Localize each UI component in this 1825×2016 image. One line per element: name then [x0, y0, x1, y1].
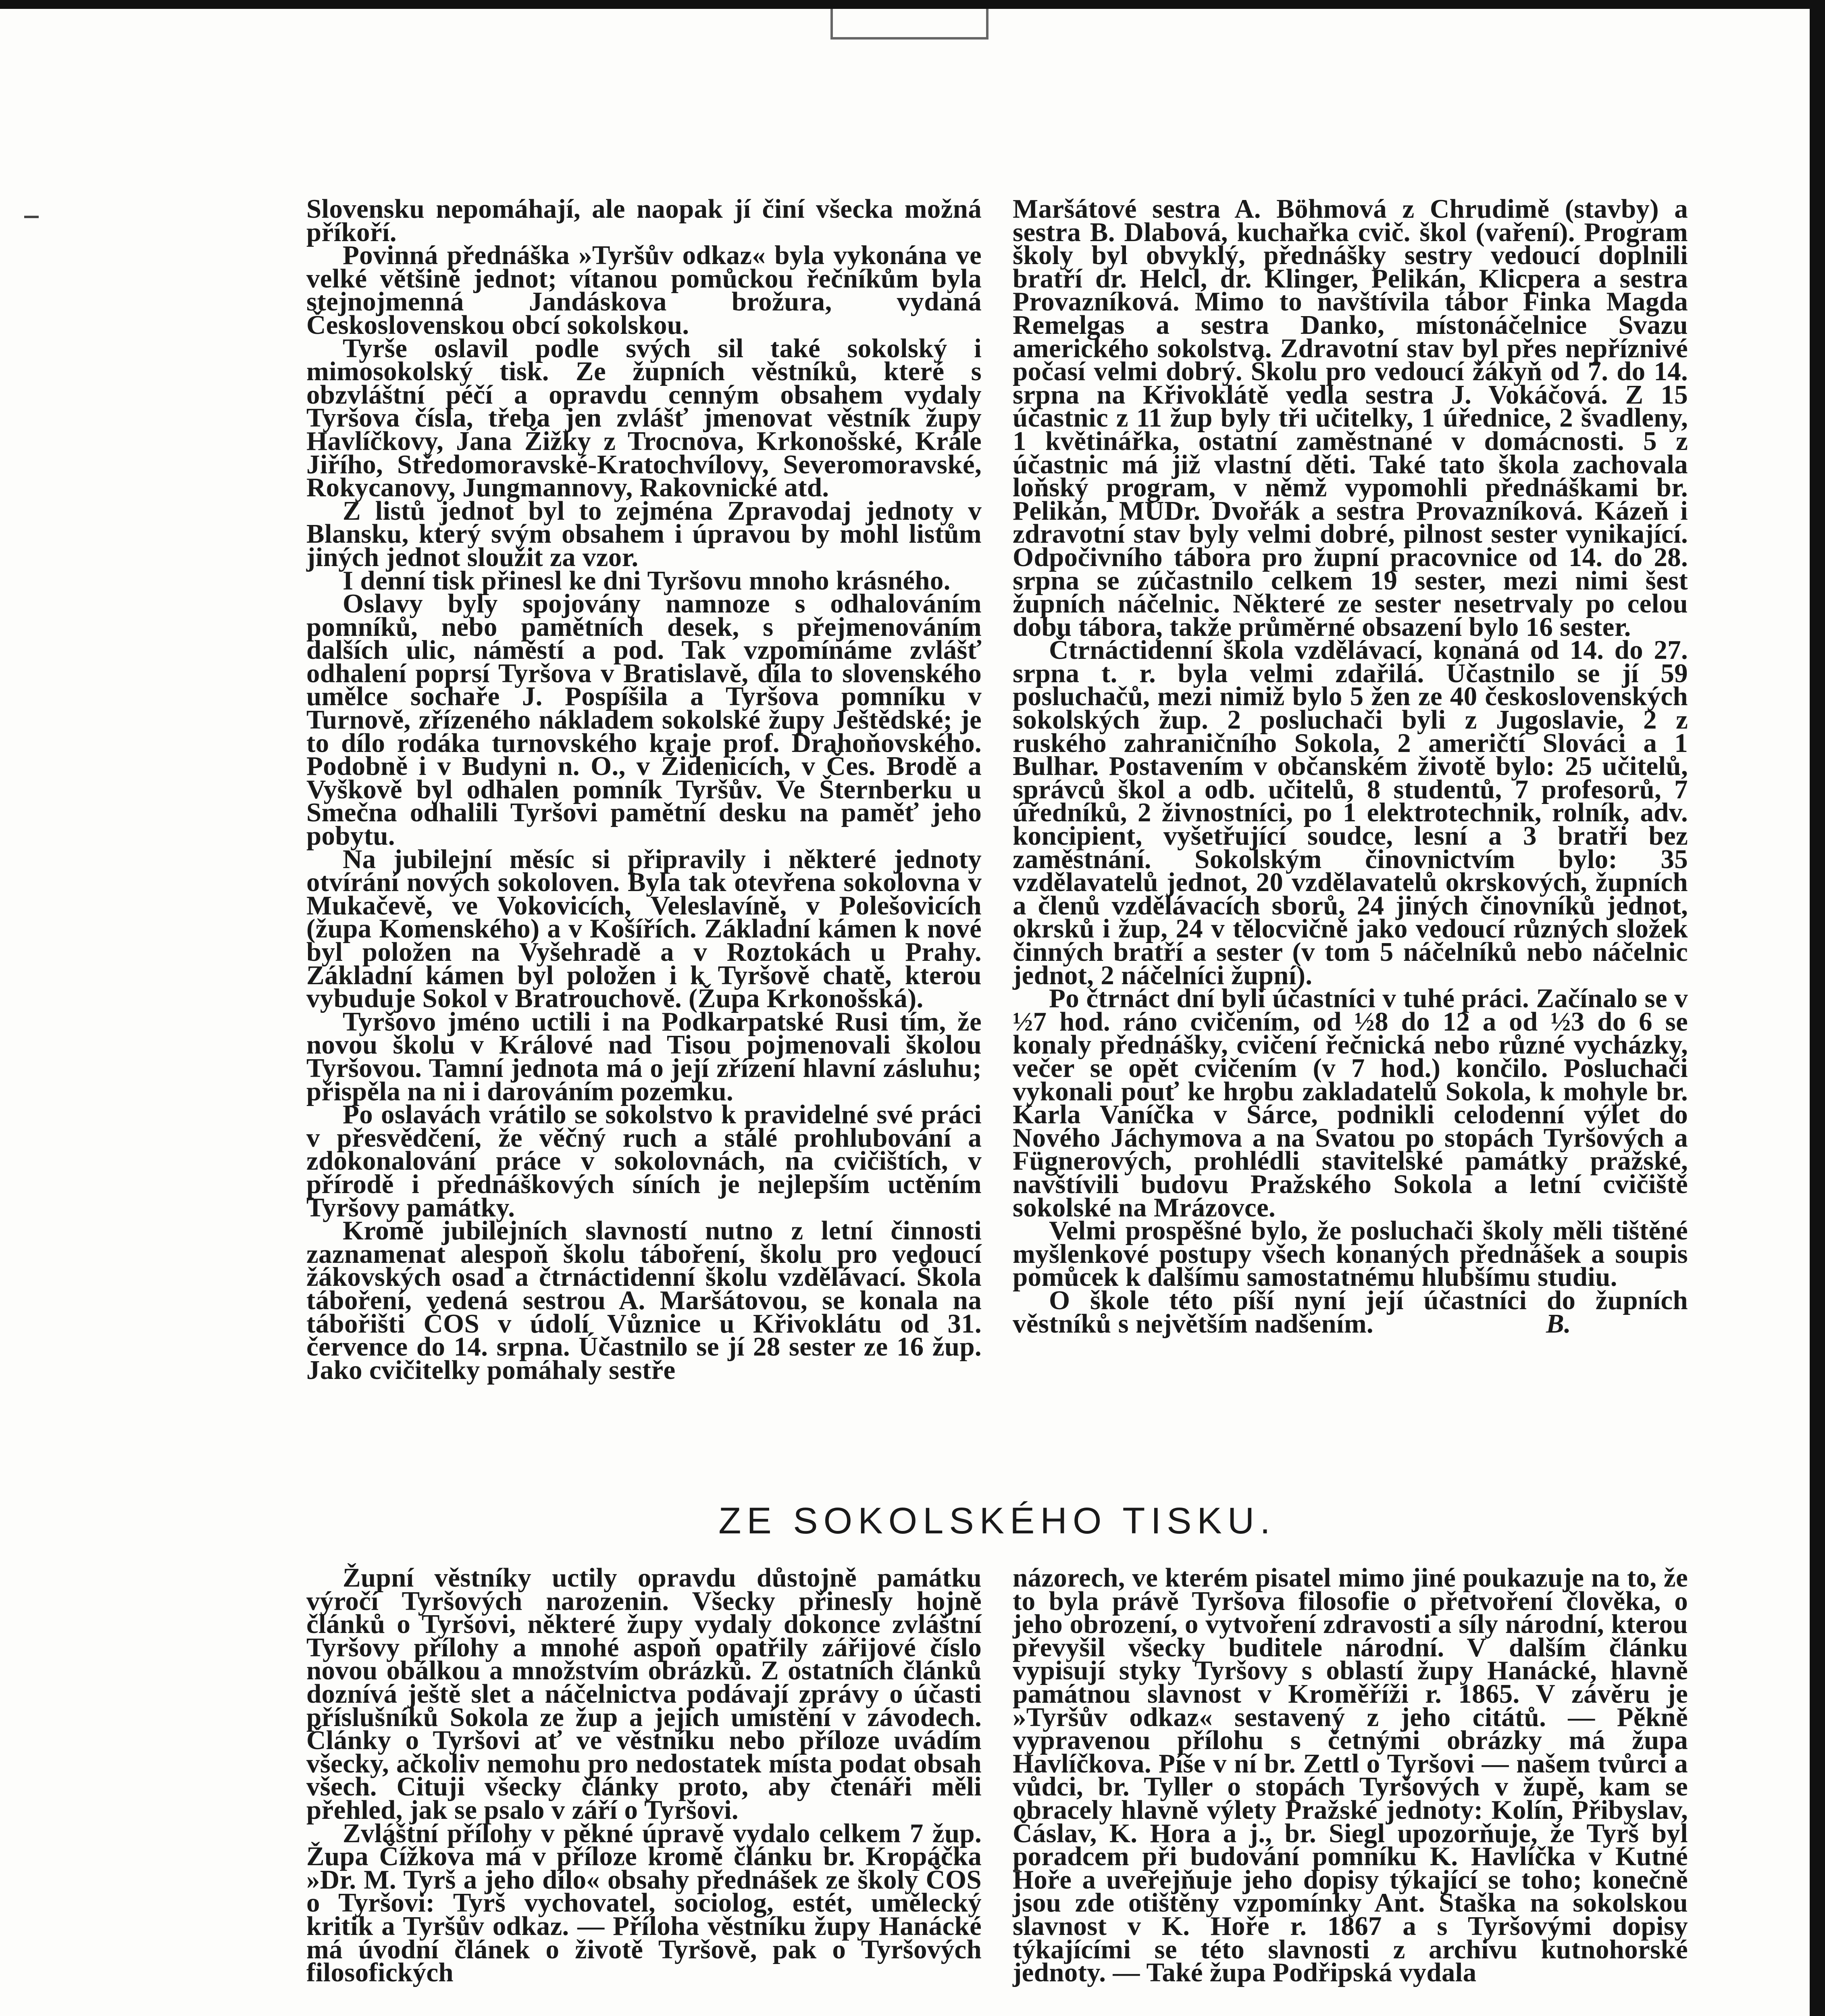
paragraph: Tyrše oslavil podle svých sil také sokolský i mimosokolský tisk. Ze župních věstníků, které s obzvláštní péčí a opravdu cenným obsahem vydaly Tyršova čísla, třeba jen zvlášť jmenovat věstník župy Havlíčkovy, Jana Žižky z Trocnova, Krkonošské, Krále Jiřího, Středomoravské-Kratochvílovy, Severomoravské, Rokycanovy, Jungmannovy, Rakovnické atd.	[306, 333, 982, 503]
paragraph: Po oslavách vrátilo se sokolstvo k pravidelné své práci v přesvědčení, že věčný ruch a stálé prohlubování a zdokonalování práce v sokolovnách, na cvičištích, v přírodě i přednáškových síních je nejlepším uctěním Tyršovy památky.	[306, 1100, 982, 1223]
margin-mark	[24, 216, 39, 218]
scan-border-right	[1810, 0, 1825, 2016]
article-column-4	[1013, 1563, 1688, 1988]
paragraph: Velmi prospěšné bylo, že posluchači školy měli tištěné myšlenkové postupy všech konaných přednášek a soupis pomůcek k dalšímu samostatnému hlubšímu studiu.	[1013, 1216, 1688, 1292]
paragraph: Maršátové sestra A. Böhmová z Chrudimě (stavby) a sestra B. Dlabová, kuchařka cvič. škol (vaření). Program školy byl obvyklý, přednášky sestry vedoucí doplnili bratří dr. Helcl, dr. Klinger, Pelikán, Klicpera a sestra Provazníková. Mimo to navštívila tábor Finka Magda Remelgas a sestra Danko, místonáčelnice Svazu amerického sokolstva. Zdravotní stav byl přes nepříznivé počasí velmi dobrý. Školu pro vedoucí žákyň od 7. do 14. srpna na Křivoklátě vedla sestra J. Vokáčová. Z 15 účastnic z 11 žup byly tři učitelky, 1 úřednice, 2 švadleny, 1 květinářka, ostatní zaměstnané v domácnosti. 5 z účastnic má již vlastní děti. Také tato škola zachovala loňský program, v němž vypomohli přednáškami br. Pelikán, MUDr. Dvořák a sestra Provazníková. Kázeň i zdravotní stav byly velmi dobré, pilnost sester vynikající. Odpočivního tábora pro župní pracovnice od 14. do 28. srpna se zúčastnilo celkem 19 sester, mezi nimi šest župních náčelnic. Některé ze sester nesetrvaly po celou dobu tábora, takže průměrné obsazení bylo 16 sester.	[1013, 194, 1688, 642]
article-column-1	[306, 194, 982, 1385]
paragraph: názorech, ve kterém pisatel mimo jiné poukazuje na to, že to byla právě Tyršova filosofie o přetvoření člověka, o jeho obrození, o vytvoření zdravosti a síly národní, kterou převyšil všecky buditele národní. V dalším článku vypisují styky Tyršovy s oblastí župy Hanácké, hlavně památnou slavnost v Kroměříži r. 1865. V závěru je »Tyršův odkaz« sestavený z jeho citátů. — Pěkně vypravenou přílohu s četnými obrázky má župa Havlíčkova. Píše v ní br. Zettl o Tyršovi — našem tvůrci a vůdci, br. Tyller o stopách Tyršových v župě, kam se obracely hlavně výlety Pražské jednoty: Kolín, Přibyslav, Čáslav, K. Hora a j., br. Siegl upozorňuje, že Tyrš byl poradcem při budování pomníku K. Havlíčka v Kutné Hoře a uveřejňuje jeho dopisy týkající se toho; konečně jsou zde otištěny vzpomínky Ant. Staška na sokolskou slavnost v K. Hoře r. 1867 a s Tyršovými dopisy týkajícími se této slavnosti z archivu kutnohorské jednoty. — Také župa Podřipská vydala	[1013, 1563, 1688, 1988]
article-column-3	[306, 1563, 982, 1988]
paragraph-last	[1013, 1285, 1688, 1339]
scan-border-top	[0, 0, 1825, 9]
paragraph: Oslavy byly spojovány namnoze s odhalováním pomníků, nebo pamětních desek, s přejmenováním dalších ulic, náměstí a pod. Tak vzpomínáme zvlášť odhalení poprsí Tyršova v Bratislavě, díla to slovenského umělce sochaře J. Pospíšila a Tyršova pomníku v Turnově, zřízeného nákladem sokolské župy Ještědské; je to dílo rodáka turnovského kraje prof. Drahoňovského. Podobně i v Budyni n. O., v Židenicích, v Čes. Brodě a Vyškově byl odhalen pomník Tyršův. Ve Šternberku u Smečna odhalili Tyršovi pamětní desku na paměť jeho pobytu.	[306, 589, 982, 851]
paragraph: Tyršovo jméno uctili i na Podkarpatské Rusi tím, že novou školu v Králové nad Tisou pojmenovali školou Tyršovou. Tamní jednota má o její zřízení hlavní zásluhu; přispěla na ni i darováním pozemku.	[306, 1006, 982, 1106]
paragraph: Kromě jubilejních slavností nutno z letní činnosti zaznamenat alespoň školu táboření, školu pro vedoucí žákovských osad a čtrnáctidenní školu vzdělávací. Škola táboření, vedená sestrou A. Maršátovou, se konala na tábořišti ČOS v údolí Vůznice u Křivoklátu od 31. července do 14. srpna. Účastnilo se jí 28 sester ze 16 žup. Jako cvičitelky pomáhaly sestře	[306, 1216, 982, 1385]
paragraph: Z listů jednot byl to zejména Zpravodaj jednoty v Blansku, který svým obsahem i úpravou by mohl listům jiných jednot sloužit za vzor.	[306, 496, 982, 572]
paragraph: I denní tisk přinesl ke dni Tyršovu mnoho krásného.	[343, 565, 951, 596]
scan-header-mark	[830, 9, 988, 40]
paragraph-text: O škole této píší nyní její účastníci do župních věstníků s největším nadšením.	[1013, 1285, 1688, 1339]
paragraph: Slovensku nepomáhají, ale naopak jí činí všecka možná příkoří.	[306, 194, 982, 247]
author-signature: B.	[1546, 1308, 1571, 1339]
paragraph: Čtrnáctidenní škola vzdělávací, konaná od 14. do 27. srpna t. r. byla velmi zdařilá. Účastnilo se jí 59 posluchačů, mezi nimiž bylo 5 žen ze 40 československých sokolských žup. 2 posluchači byli z Jugoslavie, 2 z ruského zahraničního Sokola, 2 američtí Slováci a 1 Bulhar. Postavením v občanském životě bylo: 25 učitelů, správců škol a odb. učitelů, 8 studentů, 7 profesorů, 7 úředníků, 2 živnostníci, po 1 elektrotechnik, rolník, adv. koncipient, vyšetřující soudce, lesní a 3 bratři bez zaměstnání. Sokolským činovnictvím bylo: 35 vzdělavatelů jednot, 20 vzdělavatelů okrskových, župních a členů vzdělávacích sborů, 24 jiných činovníků jednot, okrsků i žup, 24 v tělocvičně jako vedoucí různých složek činných bratří a sester (v tom 5 náčelníků nebo náčelnic jednot, 2 náčelníci župní).	[1013, 635, 1688, 990]
paragraph: Na jubilejní měsíc si připravily i některé jednoty otvírání nových sokoloven. Byla tak otevřena sokolovna v Mukačevě, ve Vokovicích, Veleslavíně, v Polešovicích (župa Komenského) a v Košířích. Základní kámen k nové byl položen na Vyšehradě a v Roztokách u Prahy. Základní kámen byl položen i k Tyršově chatě, kterou vybuduje Sokol v Bratrouchově. (Župa Krkonošská).	[306, 844, 982, 1014]
paragraph: Povinná přednáška »Tyršův odkaz« byla vykonána ve velké většině jednot; vítanou pomůckou řečníkům byla stejnojmenná Jandáskova brožura, vydaná Československou obcí sokolskou.	[306, 240, 982, 340]
article-column-2	[1013, 194, 1688, 1339]
section-heading: ZE SOKOLSKÉHO TISKU.	[718, 1500, 1276, 1541]
paragraph: Župní věstníky uctily opravdu důstojně památku výročí Tyršových narozenin. Všecky přinesly hojně článků o Tyršovi, některé župy vydaly dokonce zvláštní Tyršovy přílohy a mnohé aspoň opatřily zářijové číslo novou obálkou a množstvím obrázků. Z ostatních článků doznívá ještě slet a náčelnictva podávají zprávy o účasti příslušníků Sokola ze žup a jejich umístění v závodech. Články o Tyršovi ať ve věstníku nebo příloze uvádím všecky, ačkoliv nemohu pro nedostatek místa podat obsah všech. Cituji všecky články proto, aby čtenáři měli přehled, jak se psalo v září o Tyršovi.	[306, 1563, 982, 1825]
paragraph: Po čtrnáct dní byli účastníci v tuhé práci. Začínalo se v ½7 hod. ráno cvičením, od ½8 do 12 a od ½3 do 6 se konaly přednášky, cvičení řečnická nebo různé vycházky, večer se opět cvičením (v 7 hod.) končilo. Posluchači vykonali pouť ke hrobu zakladatelů Sokola, k mohyle br. Karla Vaníčka v Šárce, podnikli celodenní výlet do Nového Jáchymova a na Svatou po stopách Tyršových a Fügnerových, prohlédli stavitelské památky pražské, navštívili budovu Pražského Sokola a letní cvičiště sokolské na Mrázovce.	[1013, 983, 1688, 1223]
paragraph: Zvláštní přílohy v pěkné úpravě vydalo celkem 7 žup. Župa Čížkova má v příloze kromě článku br. Kropáčka »Dr. M. Tyrš a jeho dílo« obsahy přednášek ze školy ČOS o Tyršovi: Tyrš vychovatel, sociolog, estét, umělecký kritik a Tyršův odkaz. — Příloha věstníku župy Hanácké má úvodní článek o životě Tyršově, pak o Tyršových filosofických	[306, 1818, 982, 1988]
